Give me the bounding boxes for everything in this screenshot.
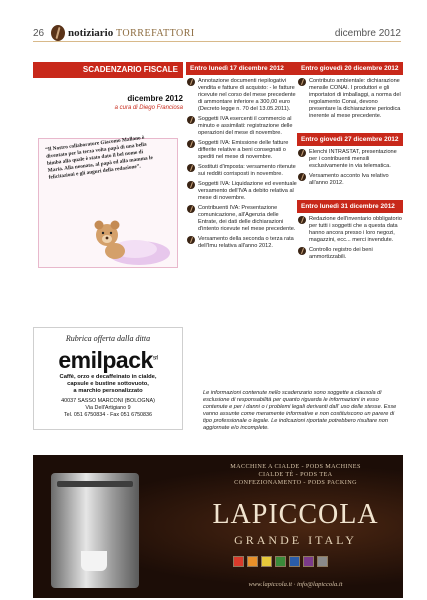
banner-services: MACCHINE A CIALDE - PODS MACHINES CIALDE TÈ - PODS TEA CONFEZIONAMENTO - PODS PACKING <box>230 463 361 486</box>
deadline-item: Contribuenti IVA: Presentazione comunicazione, all'Agenzia delle Entrate, dei dati delle dichiarazioni d'intento ricevute nel mese precedente. <box>186 205 297 233</box>
deadline-item: Controllo registro dei beni ammortizzabili. <box>297 247 403 261</box>
announcement-text: “Il Nostro collaboratore Giacomo Mallano è diventato per la terza volta papà di una bella bimba alla quale è stato dato il bel nome di Maria. Alla neonata, al papà ed alla mamma le felicitazioni e gli auguri della redazione”. <box>45 134 154 181</box>
sponsor-ad <box>33 327 183 430</box>
deadline-column-mid <box>186 62 297 253</box>
banner-brand: LAPICCOLA <box>212 499 379 530</box>
issue-date: dicembre 2012 <box>334 28 401 39</box>
brand-main: notiziario <box>68 27 114 39</box>
section-intro <box>33 62 183 111</box>
deadline-column-right <box>297 62 403 264</box>
deadline-item: Sostituti d'imposta: versamento ritenute sui redditi corrisposti in novembre. <box>186 164 297 178</box>
ad-line: Caffè, orzo e decaffeinato in cialde, <box>59 374 157 380</box>
section-date: dicembre 2012 <box>127 94 183 103</box>
pod-swatch <box>303 556 314 567</box>
deadline-header: Entro giovedì 27 dicembre 2012 <box>297 133 403 146</box>
page-number: 26 <box>33 28 45 39</box>
deadline-item: Soggetti IVA: Emissione delle fatture differite relative a beni consegnati o spediti nel mese di novembre. <box>186 140 297 161</box>
coffee-bean-icon <box>187 164 195 172</box>
coffee-bean-icon <box>187 205 195 213</box>
deadline-item: Versamento acconto Iva relativo all'anno 2012. <box>297 173 403 187</box>
ad-line: capsule e bustine sottovuoto, <box>67 381 149 387</box>
brand-sub: TORREFATTORI <box>115 28 195 39</box>
publication-title <box>68 27 195 39</box>
pod-swatch <box>247 556 258 567</box>
page-header <box>0 0 427 58</box>
coffee-bean-icon <box>187 116 195 124</box>
section-author: a cura di Diego Franciosa <box>114 105 183 111</box>
deadline-header: Entro giovedì 20 dicembre 2012 <box>297 62 403 75</box>
deadline-item: Soggetti IVA: Liquidazione ed eventuale versamento dell'IVA a debito relativa al mese di novembre. <box>186 181 297 202</box>
lapiccola-banner-ad <box>33 455 403 598</box>
pod-swatches <box>233 556 328 570</box>
coffee-bean-icon <box>51 25 65 41</box>
coffee-bean-icon <box>298 247 306 255</box>
deadline-item: Versamento della seconda o terza rata dell'Imu relativa all'anno 2012. <box>186 236 297 250</box>
ad-sponsor-caption: Rubrica offerta dalla ditta <box>65 334 151 343</box>
banner-contact: www.lapiccola.it · info@lapiccola.it <box>248 581 343 588</box>
ad-address: 40037 SASSO MARCONI (BOLOGNA) Via Dell'Artigiano 9 Tel. 051 6750834 - Fax 051 6750836 <box>61 398 155 418</box>
deadline-item: Redazione dell'inventario obbligatorio per tutti i soggetti che a questa data hanno ancora presso i loro negozi, magazzini, ecc... merci invendute. <box>297 216 403 244</box>
coffee-bean-icon <box>187 236 195 244</box>
pod-swatch <box>233 556 244 567</box>
deadline-header: Entro lunedì 17 dicembre 2012 <box>186 62 297 75</box>
deadline-header: Entro lunedì 31 dicembre 2012 <box>297 200 403 213</box>
banner-subtitle: GRANDE ITALY <box>234 533 357 547</box>
disclaimer-text: Le informazioni contenute nello scadenzario sono soggette a clausola di esclusione di responsabilità per quanto riguarda le informazioni in esso contenute e per i danni o i problemi legali derivanti dall' uso delle stesse. Esse vanno assunte come meramente informative e non costituiscono un parere di tipo professionale o legale. Le indicazioni riportate potrebbero risultare non aggiornate e/o incomplete. <box>203 390 397 431</box>
coffee-bean-icon <box>298 78 306 86</box>
coffee-bean-icon <box>187 78 195 86</box>
pod-swatch <box>261 556 272 567</box>
pod-swatch <box>317 556 328 567</box>
cup-icon <box>81 551 107 571</box>
ad-line: a marchio personalizzato <box>73 388 143 394</box>
header-divider <box>33 41 401 42</box>
deadline-item: Elenchi INTRASTAT, presentazione per i contribuenti mensili esclusivamente in via telematica. <box>297 149 403 170</box>
coffee-bean-icon <box>187 181 195 189</box>
coffee-bean-icon <box>298 216 306 224</box>
coffee-bean-icon <box>187 140 195 148</box>
sponsor-logo: emilpack$^{srl}$ <box>58 347 158 373</box>
announcement-box <box>38 134 178 268</box>
coffee-bean-icon <box>298 173 306 181</box>
deadline-item: Contributo ambientale: dichiarazione mensile CONAI. I produttori e gli importatori di imballaggi, a norma del regolamento Conai, devono presentare la dichiarazione periodica inerente al mese precedente. <box>297 78 403 120</box>
coffee-bean-icon <box>298 149 306 157</box>
pod-swatch <box>275 556 286 567</box>
deadline-item: Annotazione documenti riepilogativi vendita e fatture di acquisto: - le fatture ricevute nel corso del mese precedente di ammontare inferiore a 300,00 euro (Decreto legge n. 70 del 13.05.2011). <box>186 78 297 113</box>
teddy-bear-illustration <box>89 219 171 267</box>
section-title: SCADENZARIO FISCALE <box>33 62 183 78</box>
coffee-machine-illustration <box>51 473 139 588</box>
pod-swatch <box>289 556 300 567</box>
deadline-item: Soggetti IVA esercenti il commercio al minuto e assimilati: registrazione delle operazioni del mese di novembre. <box>186 116 297 137</box>
